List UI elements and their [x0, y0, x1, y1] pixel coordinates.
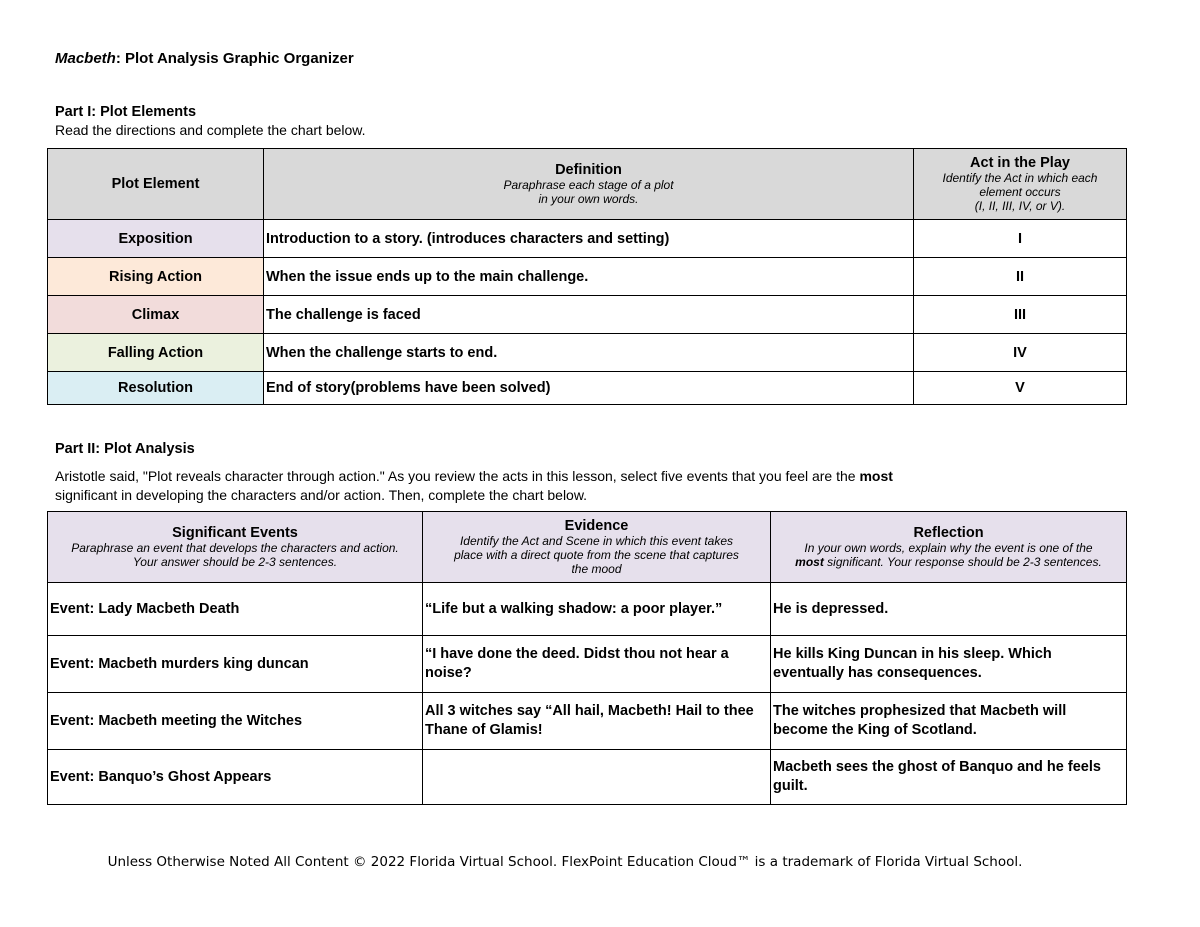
event-cell[interactable]: Event: Macbeth meeting the Witches: [48, 693, 423, 750]
plot-element-cell: Climax: [48, 296, 264, 334]
reflection-cell[interactable]: Macbeth sees the ghost of Banquo and he feels guilt.: [771, 750, 1127, 805]
event-cell[interactable]: Event: Banquo’s Ghost Appears: [48, 750, 423, 805]
table-row: [48, 636, 1127, 693]
plot-element-cell: Resolution: [48, 372, 264, 405]
event-cell[interactable]: Event: Macbeth murders king duncan: [48, 636, 423, 693]
part1-heading: Part I: Plot Elements: [55, 104, 197, 120]
header-definition: Definition Paraphrase each stage of a plot in your own words.: [264, 149, 914, 220]
plot-elements-table: [47, 148, 1127, 405]
event-cell[interactable]: Event: Lady Macbeth Death: [48, 583, 423, 636]
plot-element-cell: Rising Action: [48, 258, 264, 296]
table-row: [48, 258, 1127, 296]
plot-elements-header-row: [48, 149, 1127, 220]
copyright-footer: Unless Otherwise Noted All Content © 2022 Florida Virtual School. FlexPoint Education Cloud™ is a trademark of Florida Virtual School.: [107, 854, 1023, 870]
table-row: [48, 693, 1127, 750]
evidence-cell[interactable]: All 3 witches say “All hail, Macbeth! Hail to thee Thane of Glamis!: [423, 693, 771, 750]
header-act: Act in the Play Identify the Act in which each element occurs (I, II, III, IV, or V).: [914, 149, 1127, 220]
reflection-cell[interactable]: He is depressed.: [771, 583, 1127, 636]
plot-element-cell: Falling Action: [48, 334, 264, 372]
part2-directions: Aristotle said, "Plot reveals character through action." As you review the acts in this lesson, select five events that you feel are the most significant in developing the characters and/or action. Then, complete the chart below.: [55, 468, 893, 503]
reflection-cell[interactable]: He kills King Duncan in his sleep. Which eventually has consequences.: [771, 636, 1127, 693]
evidence-cell[interactable]: “Life but a walking shadow: a poor player.”: [423, 583, 771, 636]
definition-cell[interactable]: When the issue ends up to the main challenge.: [264, 258, 914, 296]
act-cell[interactable]: III: [914, 296, 1127, 334]
table-row: [48, 583, 1127, 636]
plot-analysis-header-row: [48, 512, 1127, 583]
directions-emphasis: most: [859, 468, 893, 484]
header-evidence: Evidence Identify the Act and Scene in which this event takes place with a direct quote from the scene that captures the mood: [423, 512, 771, 583]
document-title: [55, 50, 354, 67]
plot-element-cell: Exposition: [48, 220, 264, 258]
part1-directions: Read the directions and complete the chart below.: [55, 122, 366, 138]
header-plot-element: Plot Element: [48, 149, 264, 220]
part2-heading: Part II: Plot Analysis: [55, 441, 195, 457]
act-cell[interactable]: IV: [914, 334, 1127, 372]
plot-analysis-table: [47, 511, 1127, 805]
definition-cell[interactable]: Introduction to a story. (introduces characters and setting): [264, 220, 914, 258]
header-reflection: Reflection In your own words, explain why the event is one of the most significant. Your response should be 2-3 sentences.: [771, 512, 1127, 583]
act-cell[interactable]: II: [914, 258, 1127, 296]
definition-cell[interactable]: The challenge is faced: [264, 296, 914, 334]
reflection-cell[interactable]: The witches prophesized that Macbeth will become the King of Scotland.: [771, 693, 1127, 750]
definition-cell[interactable]: When the challenge starts to end.: [264, 334, 914, 372]
table-row: [48, 296, 1127, 334]
act-cell[interactable]: V: [914, 372, 1127, 405]
definition-cell[interactable]: End of story(problems have been solved): [264, 372, 914, 405]
act-cell[interactable]: I: [914, 220, 1127, 258]
title-rest: : Plot Analysis Graphic Organizer: [115, 50, 354, 67]
evidence-cell[interactable]: [423, 750, 771, 805]
title-italic: Macbeth: [55, 50, 116, 67]
evidence-cell[interactable]: “I have done the deed. Didst thou not hear a noise?: [423, 636, 771, 693]
header-significant-events: Significant Events Paraphrase an event that develops the characters and action. Your answer should be 2-3 sentences.: [48, 512, 423, 583]
table-row: [48, 750, 1127, 805]
table-row: [48, 334, 1127, 372]
table-row: [48, 220, 1127, 258]
table-row: [48, 372, 1127, 405]
